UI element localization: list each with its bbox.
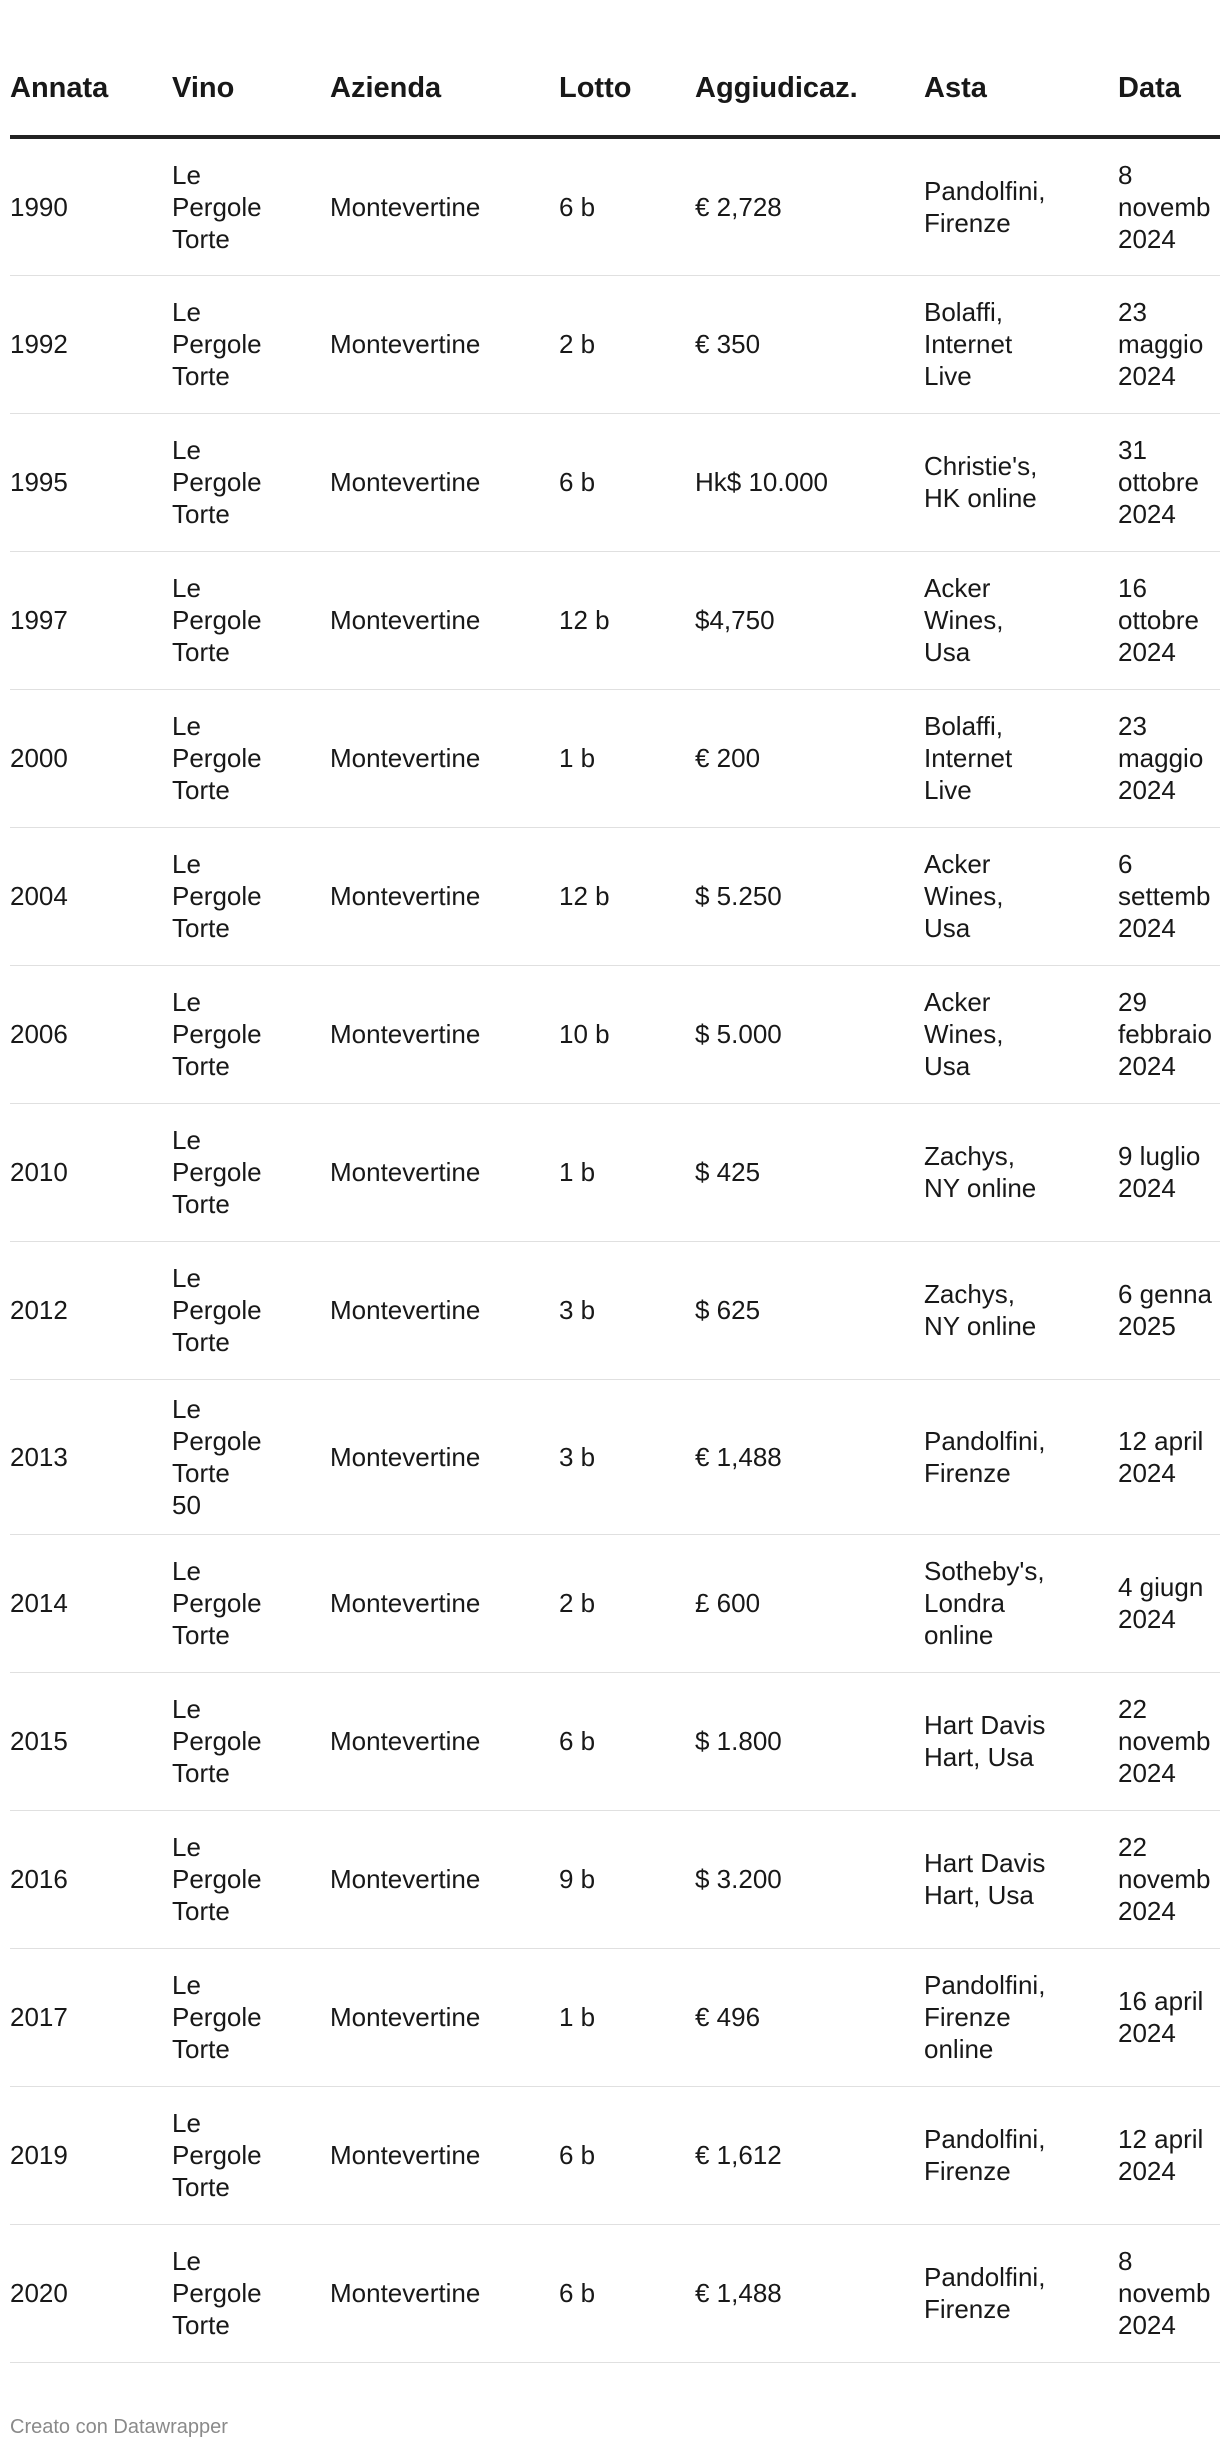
cell-data-line: 31	[1118, 435, 1147, 465]
cell-vino	[172, 965, 330, 1103]
cell-azienda: Montevertine	[330, 413, 559, 551]
cell-aggiudicazione: $4,750	[695, 551, 924, 689]
header-row	[10, 72, 1220, 137]
cell-data-line: maggio	[1118, 329, 1204, 359]
cell-annata: 1995	[10, 413, 172, 551]
cell-vino-line: Pergole	[172, 329, 262, 359]
cell-asta	[924, 1241, 1118, 1379]
cell-vino-line: Le	[172, 711, 201, 741]
cell-lotto: 9 b	[559, 1810, 695, 1948]
cell-asta-line: Acker	[924, 849, 991, 879]
table-row	[10, 2224, 1220, 2362]
cell-vino-line: Le	[172, 1125, 201, 1155]
cell-asta-line: Usa	[924, 913, 971, 943]
cell-data	[1118, 1103, 1220, 1241]
cell-asta	[924, 1103, 1118, 1241]
cell-lotto: 6 b	[559, 1672, 695, 1810]
cell-data-line: 2024	[1118, 223, 1176, 254]
cell-asta-line: Live	[924, 775, 972, 805]
cell-data-line: 2024	[1118, 1457, 1176, 1488]
cell-aggiudicazione: € 2,728	[695, 137, 924, 275]
cell-vino-line: Le	[172, 1694, 201, 1724]
cell-lotto: 1 b	[559, 689, 695, 827]
cell-vino-line: Torte	[172, 499, 230, 529]
datawrapper-credit[interactable]: Creato con Datawrapper	[10, 2416, 228, 2438]
cell-vino-line: Le	[172, 849, 201, 879]
cell-asta-line: online	[924, 2034, 994, 2064]
cell-vino-line: Torte	[172, 913, 230, 943]
cell-lotto: 6 b	[559, 413, 695, 551]
auction-table	[10, 72, 1220, 2363]
cell-asta	[924, 827, 1118, 965]
cell-azienda: Montevertine	[330, 137, 559, 275]
cell-annata: 2013	[10, 1379, 172, 1534]
cell-data-line: 16	[1118, 573, 1147, 603]
table-row	[10, 1241, 1220, 1379]
cell-data	[1118, 827, 1220, 965]
cell-data-line: 2024	[1118, 1173, 1176, 1203]
cell-asta-line: Pandolfini,	[924, 2262, 1046, 2292]
cell-lotto: 6 b	[559, 2086, 695, 2224]
cell-asta-line: Firenze	[924, 2156, 1011, 2186]
cell-azienda: Montevertine	[330, 275, 559, 413]
cell-data-line: 29	[1118, 987, 1147, 1017]
cell-vino	[172, 551, 330, 689]
table-row	[10, 551, 1220, 689]
cell-asta	[924, 1810, 1118, 1948]
cell-vino-line: 50	[172, 1489, 201, 1520]
cell-asta-line: Internet	[924, 329, 1013, 359]
cell-aggiudicazione: $ 5.000	[695, 965, 924, 1103]
cell-vino-line: Pergole	[172, 1157, 262, 1187]
cell-vino-line: Le	[172, 297, 201, 327]
column-header-annata[interactable]: Annata	[10, 72, 172, 137]
cell-asta	[924, 137, 1118, 275]
cell-data-line: 2024	[1118, 1896, 1176, 1926]
cell-vino-line: Torte	[172, 1457, 230, 1488]
cell-asta-line: Live	[924, 361, 972, 391]
cell-asta	[924, 1379, 1118, 1534]
cell-azienda: Montevertine	[330, 965, 559, 1103]
cell-asta-line: Pandolfini,	[924, 2124, 1046, 2154]
cell-vino-line: Torte	[172, 2310, 230, 2340]
cell-lotto: 12 b	[559, 551, 695, 689]
cell-vino-line: Torte	[172, 2034, 230, 2064]
cell-annata: 2012	[10, 1241, 172, 1379]
column-header-asta[interactable]: Asta	[924, 72, 1118, 137]
cell-data-line: 2024	[1118, 637, 1176, 667]
cell-azienda: Montevertine	[330, 1534, 559, 1672]
cell-data-line: 2024	[1118, 1051, 1176, 1081]
cell-vino-line: Torte	[172, 223, 230, 254]
cell-data	[1118, 137, 1220, 275]
cell-vino-line: Torte	[172, 1896, 230, 1926]
cell-annata: 2006	[10, 965, 172, 1103]
auction-table-container	[10, 72, 1220, 2363]
cell-vino	[172, 137, 330, 275]
cell-data-line: 12 april	[1118, 1425, 1204, 1456]
cell-data-line: 23	[1118, 711, 1147, 741]
cell-aggiudicazione: € 1,488	[695, 1379, 924, 1534]
cell-data	[1118, 1534, 1220, 1672]
cell-vino-line: Torte	[172, 775, 230, 805]
cell-annata: 2017	[10, 1948, 172, 2086]
cell-vino-line: Pergole	[172, 2002, 262, 2032]
cell-vino	[172, 827, 330, 965]
cell-aggiudicazione: $ 625	[695, 1241, 924, 1379]
cell-vino-line: Torte	[172, 1327, 230, 1357]
cell-aggiudicazione: $ 5.250	[695, 827, 924, 965]
cell-asta-line: online	[924, 1620, 994, 1650]
cell-vino-line: Pergole	[172, 1425, 262, 1456]
cell-asta-line: HK online	[924, 483, 1037, 513]
cell-data-line: 2024	[1118, 361, 1176, 391]
cell-data-line: novemb	[1118, 191, 1211, 222]
column-header-data[interactable]: Data	[1118, 72, 1220, 137]
cell-asta-line: Bolaffi,	[924, 297, 1004, 327]
cell-vino-line: Pergole	[172, 881, 262, 911]
cell-vino-line: Le	[172, 1970, 201, 2000]
cell-asta-line: Wines,	[924, 605, 1004, 635]
cell-asta	[924, 275, 1118, 413]
cell-asta-line: Usa	[924, 1051, 971, 1081]
cell-vino-line: Pergole	[172, 1726, 262, 1756]
cell-lotto: 12 b	[559, 827, 695, 965]
cell-asta-line: NY online	[924, 1311, 1037, 1341]
column-header-vino[interactable]: Vino	[172, 72, 330, 137]
table-row	[10, 689, 1220, 827]
cell-vino-line: Le	[172, 2108, 201, 2138]
cell-vino	[172, 1379, 330, 1534]
cell-azienda: Montevertine	[330, 1103, 559, 1241]
cell-vino-line: Pergole	[172, 191, 262, 222]
cell-asta-line: Pandolfini,	[924, 1970, 1046, 2000]
cell-annata: 2020	[10, 2224, 172, 2362]
cell-data-line: 2024	[1118, 499, 1176, 529]
cell-azienda: Montevertine	[330, 551, 559, 689]
cell-vino-line: Pergole	[172, 2140, 262, 2170]
cell-azienda: Montevertine	[330, 1241, 559, 1379]
cell-aggiudicazione: $ 1.800	[695, 1672, 924, 1810]
table-row	[10, 1948, 1220, 2086]
cell-vino-line: Torte	[172, 1758, 230, 1788]
table-row	[10, 413, 1220, 551]
cell-vino	[172, 1534, 330, 1672]
table-header	[10, 72, 1220, 137]
cell-asta-line: Acker	[924, 987, 991, 1017]
cell-data	[1118, 965, 1220, 1103]
cell-data	[1118, 1241, 1220, 1379]
cell-azienda: Montevertine	[330, 689, 559, 827]
column-header-lotto[interactable]: Lotto	[559, 72, 695, 137]
cell-annata: 1997	[10, 551, 172, 689]
cell-asta-line: NY online	[924, 1173, 1037, 1203]
cell-data	[1118, 1672, 1220, 1810]
cell-vino	[172, 1241, 330, 1379]
cell-vino	[172, 2224, 330, 2362]
cell-vino-line: Torte	[172, 361, 230, 391]
cell-vino-line: Le	[172, 1393, 201, 1424]
cell-data-line: novemb	[1118, 1726, 1211, 1756]
cell-lotto: 3 b	[559, 1241, 695, 1379]
cell-asta-line: Christie's,	[924, 451, 1038, 481]
cell-annata: 1992	[10, 275, 172, 413]
table-row	[10, 1103, 1220, 1241]
table-row	[10, 2086, 1220, 2224]
cell-annata: 2014	[10, 1534, 172, 1672]
cell-data	[1118, 2224, 1220, 2362]
cell-asta-line: Firenze	[924, 207, 1011, 238]
cell-vino-line: Le	[172, 2246, 201, 2276]
cell-vino-line: Torte	[172, 2172, 230, 2202]
cell-vino-line: Le	[172, 159, 201, 190]
cell-asta	[924, 1672, 1118, 1810]
cell-data-line: 2024	[1118, 1604, 1176, 1634]
cell-data-line: 12 april	[1118, 2124, 1204, 2154]
table-row	[10, 965, 1220, 1103]
cell-aggiudicazione: € 1,612	[695, 2086, 924, 2224]
cell-lotto: 1 b	[559, 1103, 695, 1241]
cell-lotto: 2 b	[559, 275, 695, 413]
cell-vino	[172, 1672, 330, 1810]
cell-vino-line: Pergole	[172, 1295, 262, 1325]
cell-data-line: 9 luglio	[1118, 1141, 1201, 1171]
cell-aggiudicazione: $ 425	[695, 1103, 924, 1241]
cell-lotto: 1 b	[559, 1948, 695, 2086]
cell-data-line: novemb	[1118, 1864, 1211, 1894]
cell-data	[1118, 413, 1220, 551]
cell-data-line: febbraio	[1118, 1019, 1212, 1049]
cell-aggiudicazione: € 496	[695, 1948, 924, 2086]
cell-data-line: ottobre	[1118, 605, 1199, 635]
table-row	[10, 1810, 1220, 1948]
cell-data-line: 8	[1118, 159, 1133, 190]
cell-asta-line: Wines,	[924, 1019, 1004, 1049]
cell-data-line: maggio	[1118, 743, 1204, 773]
cell-asta-line: Wines,	[924, 881, 1004, 911]
table-row	[10, 1534, 1220, 1672]
cell-data-line: 2024	[1118, 1758, 1176, 1788]
cell-aggiudicazione: Hk$ 10.000	[695, 413, 924, 551]
cell-asta-line: Acker	[924, 573, 991, 603]
cell-data-line: 4 giugn	[1118, 1572, 1204, 1602]
cell-asta-line: Pandolfini,	[924, 1425, 1046, 1456]
cell-data	[1118, 1948, 1220, 2086]
cell-vino-line: Le	[172, 435, 201, 465]
cell-data-line: 23	[1118, 297, 1147, 327]
cell-asta	[924, 689, 1118, 827]
cell-data-line: novemb	[1118, 2278, 1211, 2308]
cell-data-line: settemb	[1118, 881, 1211, 911]
cell-data-line: 22	[1118, 1694, 1147, 1724]
cell-annata: 2000	[10, 689, 172, 827]
cell-azienda: Montevertine	[330, 1810, 559, 1948]
cell-vino-line: Le	[172, 1263, 201, 1293]
cell-asta-line: Firenze	[924, 1457, 1011, 1488]
cell-asta-line: Zachys,	[924, 1279, 1016, 1309]
cell-data	[1118, 1810, 1220, 1948]
cell-aggiudicazione: £ 600	[695, 1534, 924, 1672]
cell-asta-line: Hart, Usa	[924, 1880, 1034, 1910]
cell-lotto: 6 b	[559, 2224, 695, 2362]
cell-asta	[924, 551, 1118, 689]
cell-aggiudicazione: € 1,488	[695, 2224, 924, 2362]
cell-data-line: ottobre	[1118, 467, 1199, 497]
cell-aggiudicazione: $ 3.200	[695, 1810, 924, 1948]
cell-asta-line: Zachys,	[924, 1141, 1016, 1171]
cell-annata: 1990	[10, 137, 172, 275]
cell-vino-line: Pergole	[172, 1588, 262, 1618]
cell-azienda: Montevertine	[330, 1948, 559, 2086]
cell-data-line: 6 genna	[1118, 1279, 1212, 1309]
cell-vino-line: Le	[172, 1556, 201, 1586]
cell-asta	[924, 1948, 1118, 2086]
cell-asta-line: Bolaffi,	[924, 711, 1004, 741]
cell-vino	[172, 689, 330, 827]
cell-data	[1118, 1379, 1220, 1534]
cell-azienda: Montevertine	[330, 1379, 559, 1534]
cell-asta	[924, 1534, 1118, 1672]
cell-lotto: 3 b	[559, 1379, 695, 1534]
cell-vino	[172, 1103, 330, 1241]
column-header-azienda[interactable]: Azienda	[330, 72, 559, 137]
cell-vino-line: Pergole	[172, 605, 262, 635]
cell-azienda: Montevertine	[330, 827, 559, 965]
cell-vino	[172, 413, 330, 551]
cell-data-line: 2024	[1118, 775, 1176, 805]
cell-vino-line: Le	[172, 573, 201, 603]
cell-asta	[924, 2086, 1118, 2224]
cell-vino	[172, 1810, 330, 1948]
cell-asta-line: Hart, Usa	[924, 1742, 1034, 1772]
cell-azienda: Montevertine	[330, 2086, 559, 2224]
cell-azienda: Montevertine	[330, 1672, 559, 1810]
cell-asta-line: Internet	[924, 743, 1013, 773]
cell-annata: 2019	[10, 2086, 172, 2224]
cell-vino-line: Pergole	[172, 743, 262, 773]
cell-data-line: 6	[1118, 849, 1133, 879]
cell-data-line: 16 april	[1118, 1986, 1204, 2016]
cell-data	[1118, 2086, 1220, 2224]
table-body	[10, 137, 1220, 2362]
cell-data-line: 22	[1118, 1832, 1147, 1862]
cell-aggiudicazione: € 200	[695, 689, 924, 827]
cell-asta-line: Hart Davis	[924, 1848, 1046, 1878]
cell-asta	[924, 965, 1118, 1103]
table-row	[10, 275, 1220, 413]
cell-asta-line: Firenze	[924, 2002, 1011, 2032]
cell-lotto: 10 b	[559, 965, 695, 1103]
cell-vino-line: Le	[172, 987, 201, 1017]
cell-lotto: 6 b	[559, 137, 695, 275]
cell-azienda: Montevertine	[330, 2224, 559, 2362]
cell-data-line: 2024	[1118, 2156, 1176, 2186]
cell-vino-line: Torte	[172, 1189, 230, 1219]
cell-vino-line: Pergole	[172, 1019, 262, 1049]
cell-data-line: 2024	[1118, 2310, 1176, 2340]
cell-annata: 2004	[10, 827, 172, 965]
cell-vino-line: Pergole	[172, 467, 262, 497]
column-header-aggiudicazione[interactable]: Aggiudicaz.	[695, 72, 924, 137]
cell-lotto: 2 b	[559, 1534, 695, 1672]
cell-vino-line: Torte	[172, 637, 230, 667]
cell-vino-line: Le	[172, 1832, 201, 1862]
cell-vino-line: Torte	[172, 1620, 230, 1650]
cell-vino-line: Torte	[172, 1051, 230, 1081]
cell-asta-line: Hart Davis	[924, 1710, 1046, 1740]
cell-vino	[172, 275, 330, 413]
cell-aggiudicazione: € 350	[695, 275, 924, 413]
cell-annata: 2016	[10, 1810, 172, 1948]
cell-vino	[172, 1948, 330, 2086]
cell-data-line: 2024	[1118, 913, 1176, 943]
table-row	[10, 1379, 1220, 1534]
cell-asta-line: Firenze	[924, 2294, 1011, 2324]
cell-annata: 2010	[10, 1103, 172, 1241]
cell-annata: 2015	[10, 1672, 172, 1810]
cell-data	[1118, 275, 1220, 413]
cell-data-line: 8	[1118, 2246, 1133, 2276]
cell-asta-line: Sotheby's,	[924, 1556, 1045, 1586]
cell-asta-line: Londra	[924, 1588, 1005, 1618]
cell-vino	[172, 2086, 330, 2224]
cell-asta	[924, 413, 1118, 551]
cell-asta-line: Pandolfini,	[924, 175, 1046, 206]
cell-vino-line: Pergole	[172, 2278, 262, 2308]
table-row	[10, 827, 1220, 965]
cell-asta-line: Usa	[924, 637, 971, 667]
cell-data-line: 2024	[1118, 2018, 1176, 2048]
cell-data	[1118, 689, 1220, 827]
table-row	[10, 1672, 1220, 1810]
cell-data	[1118, 551, 1220, 689]
table-row	[10, 137, 1220, 275]
cell-vino-line: Pergole	[172, 1864, 262, 1894]
cell-data-line: 2025	[1118, 1311, 1176, 1341]
cell-asta	[924, 2224, 1118, 2362]
